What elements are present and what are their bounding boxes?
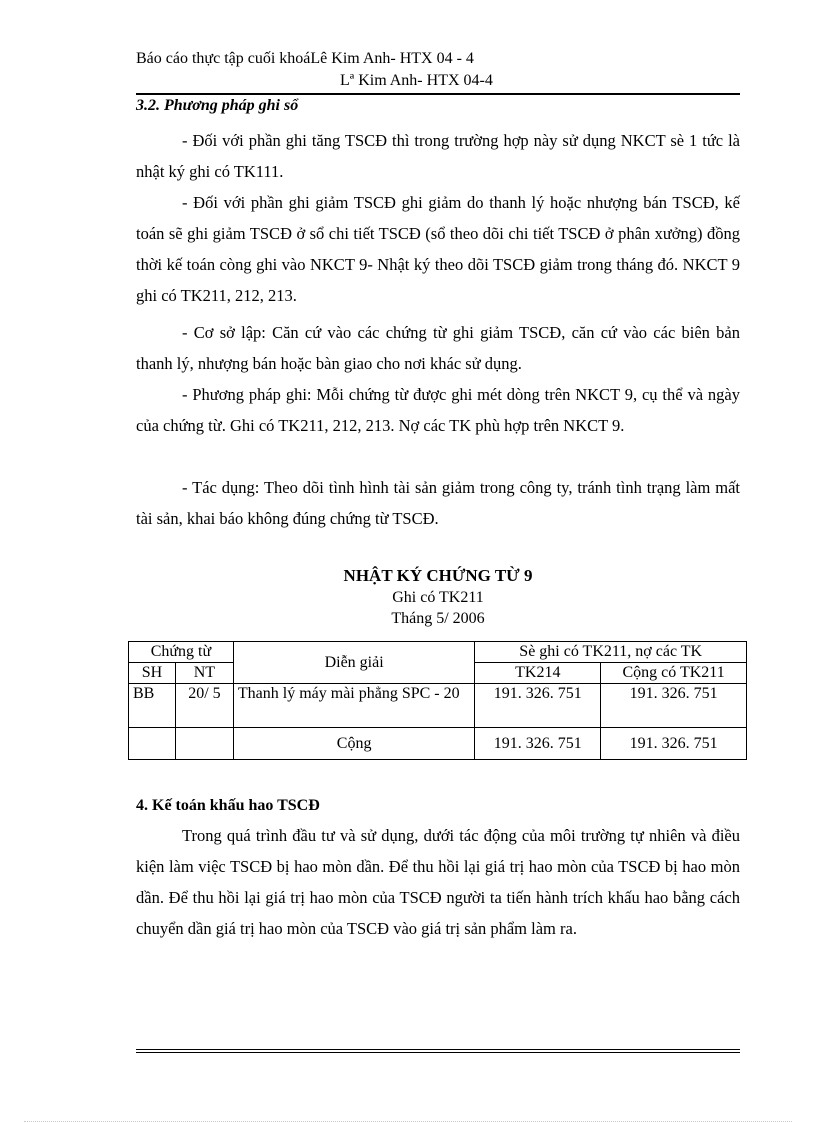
table-row <box>129 684 747 728</box>
header-cong-co: Cộng có TK211 <box>601 663 747 684</box>
header-rule <box>136 93 740 95</box>
header-so-ghi-co: Sè ghi có TK211, nợ các TK <box>475 642 747 663</box>
total-tk214: 191. 326. 751 <box>475 728 601 760</box>
section-4-paragraph: Trong quá trình đầu tư và sử dụng, dưới tác động của môi trường tự nhiên và điều kiện làm việc TSCĐ bị hao mòn dần. Để thu hồi lại giá trị hao mòn của TSCĐ bị hao mòn dần. Để thu hồi lại giá trị hao mòn của TSCĐ người ta tiến hành trích khấu hao bằng cách chuyển dần giá trị hao mòn của TSCĐ vào giá trị sản phẩm làm ra. <box>136 826 740 938</box>
journal-subtitle: Ghi có TK211 <box>392 589 484 606</box>
header-sh: SH <box>129 663 176 684</box>
total-label: Cộng <box>233 728 475 760</box>
page-edge-divider <box>24 1121 792 1122</box>
journal-period: Tháng 5/ 2006 <box>391 610 485 627</box>
header-dien-giai: Diễn giải <box>233 642 475 684</box>
cell-nt: 20/ 5 <box>175 684 233 728</box>
header-tk214: TK214 <box>475 663 601 684</box>
section-4-title: 4. Kế toán khấu hao TSCĐ <box>136 797 320 814</box>
header-line-2: Lª Kim Anh- HTX 04-4 <box>340 72 493 89</box>
cell-tk214: 191. 326. 751 <box>475 684 601 728</box>
total-cong-co: 191. 326. 751 <box>601 728 747 760</box>
journal-table <box>128 641 747 760</box>
cell-cong-co: 191. 326. 751 <box>601 684 747 728</box>
paragraph-3: - Cơ sở lập: Căn cứ vào các chứng từ ghi giảm TSCĐ, căn cứ vào các biên bản thanh lý, nhượng bán hoặc bàn giao cho nơi khác sử dụng. <box>136 323 740 373</box>
table-total-row <box>129 728 747 760</box>
cell-dien-giai: Thanh lý máy mài phẳng SPC - 20 <box>233 684 475 728</box>
footer-rule-double <box>136 1052 740 1053</box>
header-nt: NT <box>175 663 233 684</box>
paragraph-1: - Đối với phần ghi tăng TSCĐ thì trong trường hợp này sử dụng NKCT sè 1 tức là nhật ký ghi có TK111. <box>136 131 740 181</box>
journal-title: NHẬT KÝ CHỨNG TỪ 9 <box>343 566 533 585</box>
cell-sh: BB <box>129 684 176 728</box>
header-line-1: Báo cáo thực tập cuối khoáLê Kim Anh- HTX 04 - 4 <box>136 50 474 67</box>
section-3-2-title: 3.2. Phương pháp ghi sổ <box>136 97 299 114</box>
footer-rule <box>136 1049 740 1050</box>
paragraph-4: - Phương pháp ghi: Mỗi chứng từ được ghi mét dòng trên NKCT 9, cụ thể và ngày của chứng từ. Ghi có TK211, 212, 213. Nợ các TK phù hợp trên NKCT 9. <box>136 385 740 435</box>
paragraph-2: - Đối với phần ghi giảm TSCĐ ghi giảm do thanh lý hoặc nhượng bán TSCĐ, kế toán sẽ ghi giảm TSCĐ ở sổ chi tiết TSCĐ (sổ theo dõi chi tiết TSCĐ ở phân xưởng) đồng thời kế toán còng ghi vào NKCT 9- Nhật ký theo dõi TSCĐ giảm trong tháng đó. NKCT 9 ghi có TK211, 212, 213. <box>136 193 740 305</box>
paragraph-5: - Tác dụng: Theo dõi tình hình tài sản giảm trong công ty, tránh tình trạng làm mất tài sản, khai báo không đúng chứng từ TSCĐ. <box>136 478 740 528</box>
header-chung-tu: Chứng từ <box>129 642 234 663</box>
